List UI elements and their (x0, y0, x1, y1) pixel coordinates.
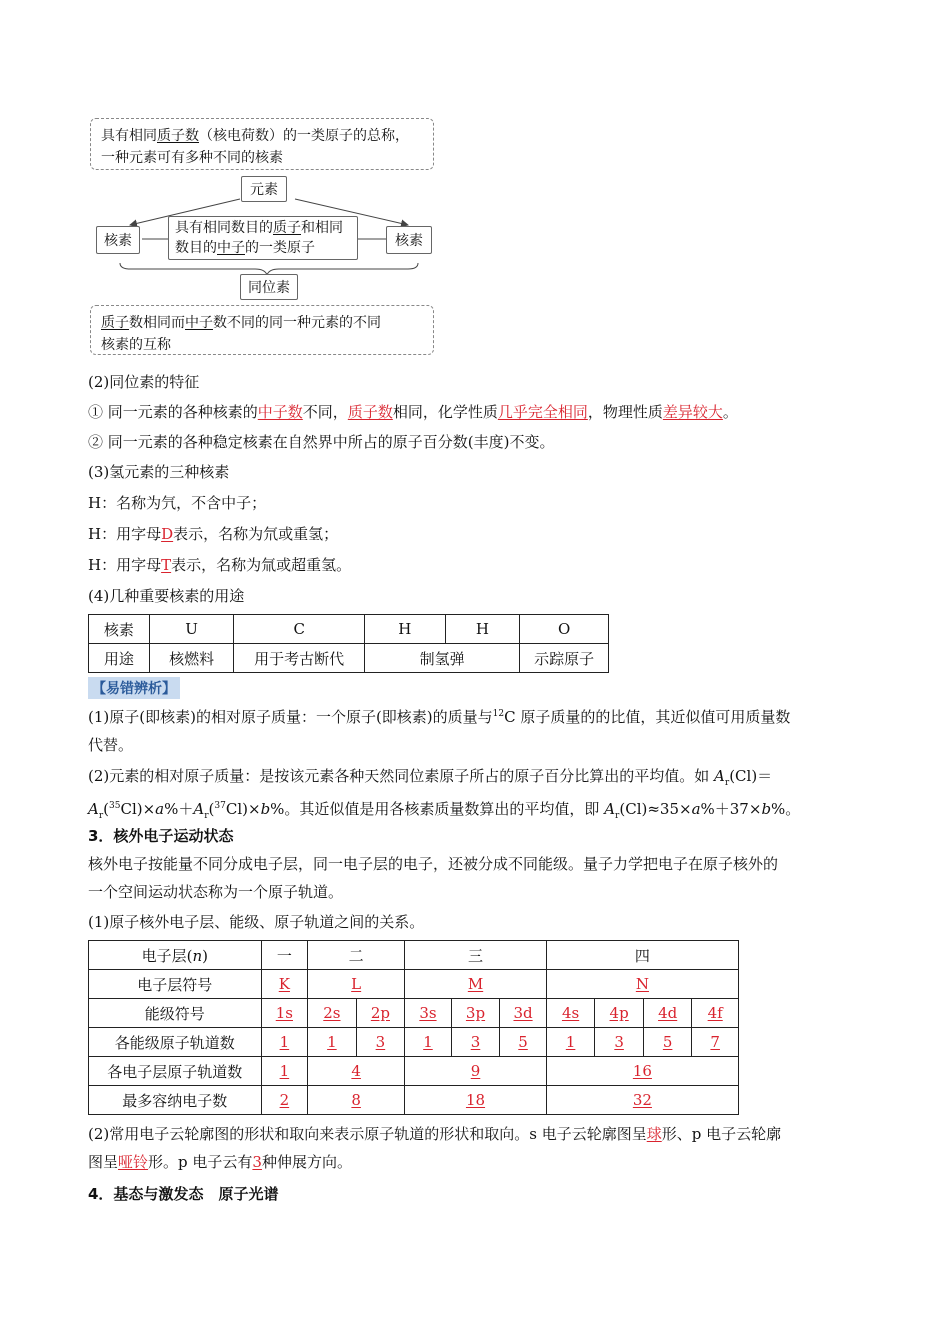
text: 表示，名称为氘或重氢； (173, 525, 339, 543)
text: 质子 (101, 315, 129, 331)
table-cell: C (234, 615, 364, 644)
isotope-definition-box (90, 305, 434, 355)
table-cell: 四 (546, 941, 738, 970)
answer: 2s (323, 1004, 341, 1022)
error-analysis-tag: 【易错辨析】 (88, 677, 180, 699)
answer: 3 (614, 1033, 624, 1051)
paragraph: 一个空间运动状态称为一个原子轨道。 (88, 883, 344, 901)
section-4-heading: (4)几种重要核素的用途 (88, 587, 245, 605)
row-label: 能级符号 (89, 999, 262, 1028)
answer: 1 (423, 1033, 433, 1051)
table-cell: H (364, 615, 445, 644)
answer: 几乎完全相同 (497, 403, 588, 421)
text: 核素的互称 (101, 337, 171, 353)
text: 和相同 (301, 220, 343, 236)
text: 质子 (273, 220, 301, 236)
text: 表示，名称为氚或超重氢。 (171, 556, 352, 574)
answer: 3 (252, 1153, 262, 1171)
element-definition-box (90, 118, 434, 170)
table-cell: 一 (261, 941, 308, 970)
table-row (89, 1057, 739, 1086)
answer: 4p (609, 1004, 629, 1022)
answer: 3 (470, 1033, 481, 1051)
answer: 1 (327, 1033, 337, 1051)
answer: 4 (351, 1062, 361, 1080)
answer: 3d (513, 1004, 533, 1022)
answer: 32 (632, 1091, 652, 1109)
answer: 中子数 (257, 403, 303, 421)
answer: N (635, 975, 649, 993)
answer: 1 (279, 1033, 290, 1051)
section-3-heading: (3)氢元素的三种核素 (88, 463, 230, 481)
orbital-shape-line-1 (88, 1124, 781, 1144)
table-cell: 示踪原子 (520, 644, 609, 673)
text: 中子 (185, 315, 213, 331)
text: 的一类原子 (245, 240, 315, 256)
text: H：用字母 (88, 525, 162, 543)
table-row (89, 615, 609, 644)
row-label: 各能级原子轨道数 (89, 1028, 262, 1057)
table-row (89, 941, 739, 970)
text: 不同， (302, 403, 348, 421)
table-row (89, 970, 739, 999)
table-cell: 制氢弹 (364, 644, 519, 673)
table-row (89, 644, 609, 673)
text: 。 (722, 403, 738, 421)
answer: L (351, 975, 362, 993)
table-cell: 核素 (89, 615, 150, 644)
answer: D (161, 525, 174, 543)
row-label: 电子层(n) (89, 941, 262, 970)
answer: 球 (646, 1125, 662, 1143)
answer: 7 (710, 1033, 720, 1051)
note-2-line-1: (2)元素的相对原子质量：是按该元素各种天然同位素原子所占的原子百分比算出的平均值。如 $A_r(Cl)=$ (88, 767, 773, 788)
answer: K (278, 975, 290, 993)
answer: M (467, 975, 484, 993)
answer: 1 (565, 1033, 576, 1051)
row-label: 电子层符号 (89, 970, 262, 999)
text: (1)原子(即核素)的相对原子质量：一个原子(即核素)的质量与 (88, 708, 493, 726)
element-label-box: 元素 (241, 176, 287, 202)
answer: 1s (275, 1004, 293, 1022)
table-cell: 二 (308, 941, 405, 970)
text: 中子 (217, 240, 245, 256)
text: 形、p 电子云轮廓 (661, 1125, 782, 1143)
isotope-feature-1 (88, 402, 738, 422)
nuclide-use-table (88, 614, 609, 673)
nuclide-right-box: 核素 (386, 226, 432, 254)
note-2-line-2: $A_r(^{35}Cl)\times a\%+A_r(^{37}Cl)\times b\%$。其近似值是用各核素质量数算出的平均值，即 $A_r(Cl)\approx 35\times a\%+37\times b\%$。 (88, 800, 801, 821)
answer: 5 (518, 1033, 528, 1051)
answer: 4s (561, 1004, 580, 1022)
paragraph: (1)原子核外电子层、能级、原子轨道之间的关系。 (88, 913, 425, 931)
table-cell: U (149, 615, 234, 644)
text: 相同，化学性质 (392, 403, 498, 421)
answer: 2p (370, 1004, 390, 1022)
text: C 原子质量的的比值，其近似值可用质量数 (504, 708, 791, 726)
answer: T (161, 556, 172, 574)
note-1-line-1 (88, 704, 790, 727)
answer: 5 (662, 1033, 673, 1051)
answer: 差异较大 (662, 403, 723, 421)
table-cell: H (445, 615, 520, 644)
superscript: 12 (492, 709, 505, 719)
text: ① 同一元素的各种核素的 (88, 403, 258, 421)
answer: 8 (351, 1091, 361, 1109)
text: ，物理性质 (587, 403, 663, 421)
section-4-title: 4．基态与激发态 原子光谱 (88, 1185, 279, 1203)
answer: 4d (658, 1004, 678, 1022)
nuclide-left-box: 核素 (96, 226, 140, 254)
answer: 16 (632, 1062, 652, 1080)
section-3-title: 3．核外电子运动状态 (88, 827, 234, 845)
electron-shell-table (88, 940, 739, 1115)
row-label: 最多容纳电子数 (89, 1086, 262, 1115)
isotope-label-box: 同位素 (240, 274, 298, 300)
text: 形。p 电子云有 (148, 1153, 253, 1171)
text: 质子数 (157, 128, 199, 144)
text: （核电荷数）的一类原子的总称， (199, 128, 409, 144)
text: 数不同的同一种元素的不同 (213, 315, 381, 331)
table-cell: 三 (405, 941, 547, 970)
text: (2)常用电子云轮廓图的形状和取向来表示原子轨道的形状和取向。s 电子云轮廓图呈 (88, 1125, 647, 1143)
row-label: 各电子层原子轨道数 (89, 1057, 262, 1086)
text: 具有相同 (101, 128, 157, 144)
text: 种伸展方向。 (261, 1153, 352, 1171)
answer: 3s (419, 1004, 437, 1022)
paragraph: 核外电子按能量不同分成电子层，同一电子层的电子，还被分成不同能级。量子力学把电子在原子核外的 (88, 855, 779, 873)
answer: 3p (465, 1004, 486, 1022)
text: 一种元素可有多种不同的核素 (101, 150, 283, 166)
answer: 质子数 (347, 403, 393, 421)
text: (2)元素的相对原子质量：是按该元素各种天然同位素原子所占的原子百分比算出的平均值。如 (88, 767, 715, 785)
text: 具有相同数目的 (175, 220, 273, 236)
answer: 18 (465, 1091, 486, 1109)
table-row (89, 1028, 739, 1057)
answer: 2 (279, 1091, 290, 1109)
note-1-line-2: 代替。 (88, 736, 134, 754)
isotope-feature-2: ② 同一元素的各种稳定核素在自然界中所占的原子百分数(丰度)不变。 (88, 433, 555, 451)
text: 图呈 (88, 1153, 119, 1171)
orbital-shape-line-2 (88, 1152, 352, 1172)
table-cell: 用于考古断代 (234, 644, 364, 673)
text: 数相同而 (129, 315, 185, 331)
answer: 哑铃 (118, 1153, 149, 1171)
hydrogen-protium: H：名称为氕，不含中子； (88, 494, 267, 512)
section-2-heading: (2)同位素的特征 (88, 373, 200, 391)
answer: 1 (279, 1062, 290, 1080)
answer: 3 (375, 1033, 386, 1051)
answer: 4f (707, 1004, 723, 1022)
table-row (89, 999, 739, 1028)
text: 数目的 (175, 240, 217, 256)
answer: 9 (470, 1062, 481, 1080)
table-row (89, 1086, 739, 1115)
nuclide-definition-box (168, 216, 358, 260)
hydrogen-tritium (88, 555, 351, 575)
hydrogen-deuterium (88, 524, 338, 544)
table-cell: 用途 (89, 644, 150, 673)
table-cell: 核燃料 (149, 644, 234, 673)
text: H：用字母 (88, 556, 162, 574)
table-cell: O (520, 615, 609, 644)
